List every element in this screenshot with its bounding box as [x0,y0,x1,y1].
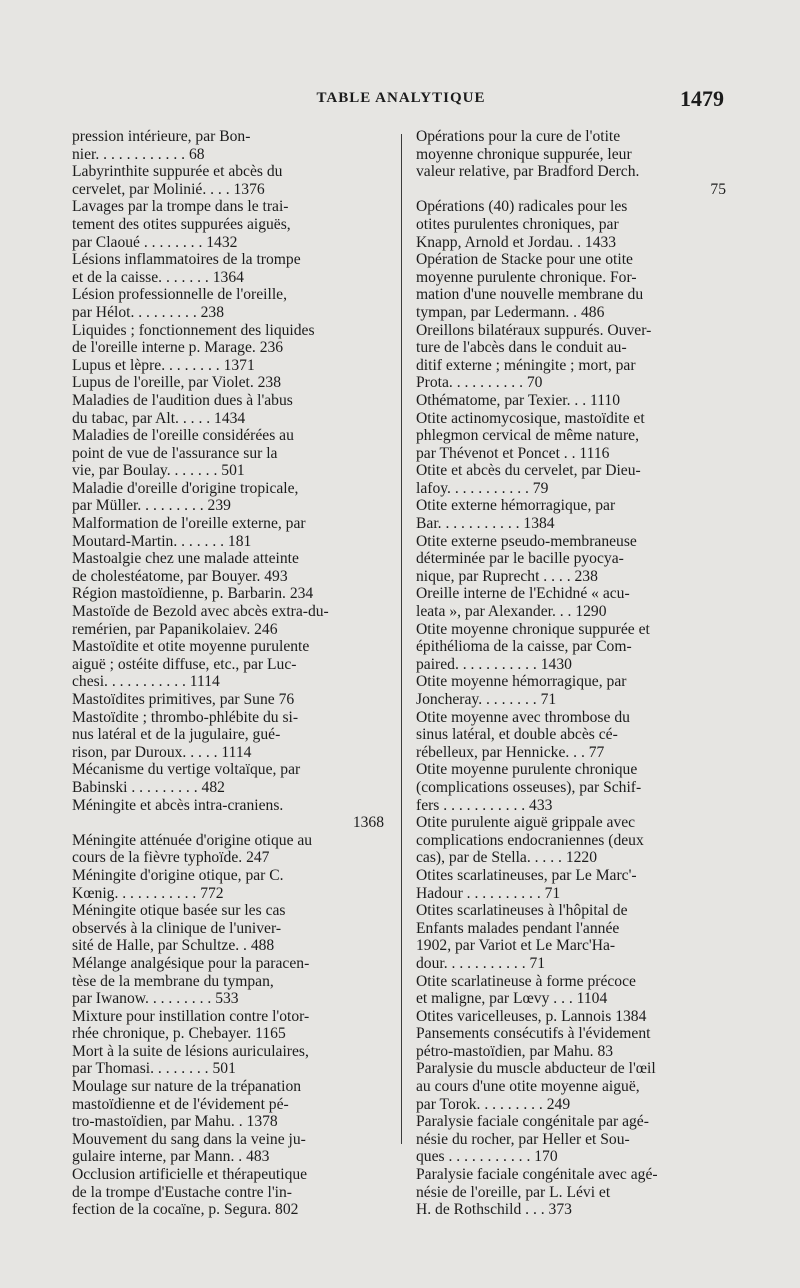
entry-line: rhée chronique, p. Chebayer. 1165 [72,1025,286,1043]
entry-line: Mastoïdite et otite moyenne purulente [72,638,310,656]
entry-line: leata », par Alexander. . . 1290 [416,603,607,621]
entry-line: (complications osseuses), par Schif- [416,778,642,796]
entry-line: Paralysie faciale congénitale par agé- [416,1113,649,1131]
entry-line: fection de la cocaïne, p. Segura. 802 [72,1201,299,1219]
entry-line: phlegmon cervical de même nature, [416,427,639,445]
index-entry [416,128,726,198]
entry-line: Babinski . . . . . . . . . 482 [72,778,225,796]
index-entry [72,198,384,251]
index-entry [72,427,384,480]
index-entry [72,480,384,515]
entry-line: moyenne chronique suppurée, leur [416,145,632,163]
entry-line: Lupus de l'oreille, par Violet. 238 [72,374,282,392]
entry-line: gulaire interne, par Mann. . 483 [72,1148,270,1166]
entry-line: de l'oreille interne p. Marage. 236 [72,339,284,357]
index-entry [72,709,384,762]
entry-line: Méningite et abcès intra-craniens. [72,796,284,814]
index-entry [72,286,384,321]
entry-line: Mastoïdites primitives, par Sune 76 [72,691,295,708]
index-entry [72,163,384,198]
index-entry [72,251,384,286]
page-title: TABLE ANALYTIQUE [316,90,486,106]
entry-line: 1902, par Variot et Le Marc'Ha- [416,937,616,955]
entry-line: otites purulentes chroniques, par [416,215,619,233]
index-entry [72,322,384,357]
entry-line: Mixture pour instillation contre l'otor- [72,1007,310,1025]
entry-line: H. de Rothschild . . . 373 [416,1201,572,1219]
entry-line: mastoïdienne et de l'évidement pé- [72,1095,289,1113]
entry-line: Lésion professionnelle de l'oreille, [72,286,287,304]
entry-line: Méningite atténuée d'origine otique au [72,831,313,849]
index-entry [72,832,384,867]
index-entry [416,761,726,814]
entry-line: Otites scarlatineuses à l'hôpital de [416,902,628,920]
entry-line: Moutard-Martin. . . . . . . 181 [72,532,252,550]
entry-line: Otite moyenne chronique suppurée et [416,620,650,638]
entry-line: du tabac, par Alt. . . . . 1434 [72,409,246,427]
entry-line: Occlusion artificielle et thérapeutique [72,1166,308,1184]
entry-line: épithélioma de la caisse, par Com- [416,638,632,656]
index-entry [72,955,384,1008]
index-entry [72,1008,384,1043]
entry-line: Enfants malades pendant l'année [416,919,620,937]
entry-line: rison, par Duroux. . . . . 1114 [72,743,252,761]
entry-line: Paralysie faciale congénitale avec agé- [416,1166,658,1184]
index-entry [72,761,384,796]
entry-line: Otite et abcès du cervelet, par Dieu- [416,462,641,480]
entry-line: cas), par de Stella. . . . . 1220 [416,849,598,867]
entry-line: et de la caisse. . . . . . . 1364 [72,268,244,286]
entry-line: Opération de Stacke pour une otite [416,251,633,269]
entry-line: point de vue de l'assurance sur la [72,444,278,462]
entry-line: Otite externe pseudo-membraneuse [416,532,637,550]
entry-line: de cholestéatome, par Bouyer. 493 [72,567,288,585]
index-entry [416,973,726,1008]
column-divider [401,134,402,1144]
entry-line: tympan, par Ledermann. . 486 [416,303,605,321]
index-entry [72,585,384,603]
entry-line: pétro-mastoïdien, par Mahu. 83 [416,1042,614,1060]
entry-line: cours de la fièvre typhoïde. 247 [72,849,270,867]
index-entry [416,1060,726,1113]
index-entry [416,673,726,708]
index-entry [416,533,726,586]
index-entry [416,621,726,674]
index-entry [72,797,384,832]
entry-line: par Thévenot et Poncet . . 1116 [416,444,610,462]
index-entry [72,1043,384,1078]
page-number: 1479 [680,86,724,111]
entry-line: tement des otites suppurées aiguës, [72,215,291,233]
index-entry [72,515,384,550]
entry-line: cervelet, par Molinié. . . . 1376 [72,180,265,198]
index-entry [72,128,384,163]
entry-line: Pansements consécutifs à l'évidement [416,1025,651,1043]
entry-line: Otite scarlatineuse à forme précoce [416,972,636,990]
index-entry [416,392,726,410]
index-entry [416,585,726,620]
entry-line: Labyrinthite suppurée et abcès du [72,163,283,181]
index-entry [72,1166,384,1219]
entry-line: par Müller. . . . . . . . . 239 [72,497,231,515]
index-entry [416,814,726,867]
entry-line: observés à la clinique de l'univer- [72,919,282,937]
entry-line: nésie du rocher, par Heller et Sou- [416,1130,630,1148]
left-column [72,128,384,1219]
index-entry [416,867,726,902]
entry-line: Moulage sur nature de la trépanation [72,1078,302,1096]
entry-line: Otite externe hémorragique, par [416,497,616,515]
index-entry [416,1025,726,1060]
entry-line: par Thomasi. . . . . . . . 501 [72,1060,236,1078]
entry-line: Opérations pour la cure de l'otite [416,128,621,145]
entry-line: Paralysie du muscle abducteur de l'œil [416,1060,656,1078]
index-entry [72,867,384,902]
entry-line: vie, par Boulay. . . . . . . 501 [72,462,245,480]
index-entry [72,1078,384,1131]
index-entry [72,357,384,375]
entry-line: aiguë ; ostéite diffuse, etc., par Luc- [72,655,297,673]
index-entry [416,410,726,463]
entry-line: de la trompe d'Eustache contre l'in- [72,1183,292,1201]
entry-line: Opérations (40) radicales pour les [416,198,628,216]
entry-line: 1368 [352,814,384,832]
entry-line: 75 [710,180,726,198]
entry-line: Hadour . . . . . . . . . . 71 [416,884,561,902]
entry-line: nésie de l'oreille, par L. Lévi et [416,1183,611,1201]
entry-line: au cours d'une otite moyenne aiguë, [416,1078,640,1096]
entry-line: sité de Halle, par Schultze. . 488 [72,937,275,955]
entry-line: Mécanisme du vertige voltaïque, par [72,761,301,779]
entry-line: Mastoïdite ; thrombo-phlébite du si- [72,708,299,726]
entry-line: Mouvement du sang dans la veine ju- [72,1130,306,1148]
entry-line: Othématome, par Texier. . . 1110 [416,391,621,409]
entry-line: complications endocraniennes (deux [416,831,644,849]
entry-line: lafoy. . . . . . . . . . . 79 [416,479,549,497]
entry-line: Otites varicelleuses, p. Lannois 1384 [416,1007,647,1025]
entry-line: par Iwanow. . . . . . . . . 533 [72,990,239,1008]
index-entry [72,392,384,427]
entry-line: Maladie d'oreille d'origine tropicale, [72,479,299,497]
entry-line: Malformation de l'oreille externe, par [72,515,306,533]
index-entry [416,322,726,392]
entry-line: Mélange analgésique pour la paracen- [72,954,310,972]
entry-line: nique, par Ruprecht . . . . 238 [416,567,598,585]
index-entry [72,638,384,691]
entry-line: Bar. . . . . . . . . . . 1384 [416,515,555,533]
index-entry [416,1008,726,1026]
entry-line: pression intérieure, par Bon- [72,128,251,145]
entry-line: Liquides ; fonctionnement des liquides [72,321,315,339]
entry-line: déterminée par le bacille pyocya- [416,550,624,568]
entry-line: par Claoué . . . . . . . . 1432 [72,233,238,251]
entry-line: Otite actinomycosique, mastoïdite et [416,409,645,427]
entry-line: Joncheray. . . . . . . . 71 [416,691,557,708]
entry-line: Otite moyenne hémorragique, par [416,673,627,691]
index-entry [416,1166,726,1219]
entry-line: Otites scarlatineuses, par Le Marc'- [416,866,637,884]
index-entry [72,550,384,585]
entry-line: Oreille interne de l'Echidné « acu- [416,585,630,603]
entry-line: Kœnig. . . . . . . . . . . 772 [72,884,224,902]
entry-line: Otite moyenne avec thrombose du [416,708,630,726]
entry-line: rébelleux, par Hennicke. . . 77 [416,743,605,761]
entry-line: Région mastoïdienne, p. Barbarin. 234 [72,585,314,603]
entry-line: Lésions inflammatoires de la trompe [72,251,301,269]
entry-line: nus latéral et de la jugulaire, gué- [72,726,281,744]
entry-line: Méningite otique basée sur les cas [72,902,286,920]
entry-line: ques . . . . . . . . . . . 170 [416,1148,558,1166]
entry-line: Otite moyenne purulente chronique [416,761,638,779]
entry-line: nier. . . . . . . . . . . . 68 [72,145,205,163]
index-entry [72,603,384,638]
entry-line: Méningite d'origine otique, par C. [72,866,284,884]
index-entry [416,198,726,251]
entry-line: Mastoalgie chez une malade atteinte [72,550,299,568]
entry-line: Maladies de l'oreille considérées au [72,427,294,445]
right-column [416,128,726,1219]
index-entry [416,462,726,497]
entry-line: Lupus et lèpre. . . . . . . . 1371 [72,356,255,374]
entry-line: Otite purulente aiguë grippale avec [416,814,636,832]
entry-line: Oreillons bilatéraux suppurés. Ouver- [416,321,652,339]
page-header [66,86,736,116]
index-entry [72,1131,384,1166]
index-entry [416,251,726,321]
index-entry [416,709,726,762]
entry-line: remérien, par Papanikolaiev. 246 [72,620,278,638]
entry-line: Mastoïde de Bezold avec abcès extra-du- [72,603,329,621]
entry-line: paired. . . . . . . . . . . 1430 [416,655,572,673]
index-entry [72,691,384,709]
entry-line: Maladies de l'audition dues à l'abus [72,391,293,409]
entry-line: par Torok. . . . . . . . . 249 [416,1095,571,1113]
index-entry [416,1113,726,1166]
entry-line: tro-mastoïdien, par Mahu. . 1378 [72,1113,278,1131]
entry-line: ture de l'abcès dans le conduit au- [416,339,627,357]
entry-line: fers . . . . . . . . . . . 433 [416,796,553,814]
entry-line: sinus latéral, et double abcès cé- [416,726,618,744]
entry-line: Prota. . . . . . . . . . 70 [416,374,543,392]
entry-line: chesi. . . . . . . . . . . 1114 [72,673,220,691]
entry-line: valeur relative, par Bradford Derch. [416,163,640,181]
entry-line: dour. . . . . . . . . . . 71 [416,954,546,972]
entry-line: Knapp, Arnold et Jordau. . 1433 [416,233,617,251]
entry-line: mation d'une nouvelle membrane du [416,286,644,304]
entry-line: et maligne, par Lœvy . . . 1104 [416,990,608,1008]
index-entry [416,902,726,972]
index-entry [72,374,384,392]
entry-line: Lavages par la trompe dans le trai- [72,198,289,216]
index-entry [416,497,726,532]
entry-line: ditif externe ; méningite ; mort, par [416,356,636,374]
entry-line: par Hélot. . . . . . . . . 238 [72,303,225,321]
entry-line: moyenne purulente chronique. For- [416,268,637,286]
index-entry [72,902,384,955]
entry-line: Mort à la suite de lésions auriculaires, [72,1042,309,1060]
entry-line: tèse de la membrane du tympan, [72,972,274,990]
